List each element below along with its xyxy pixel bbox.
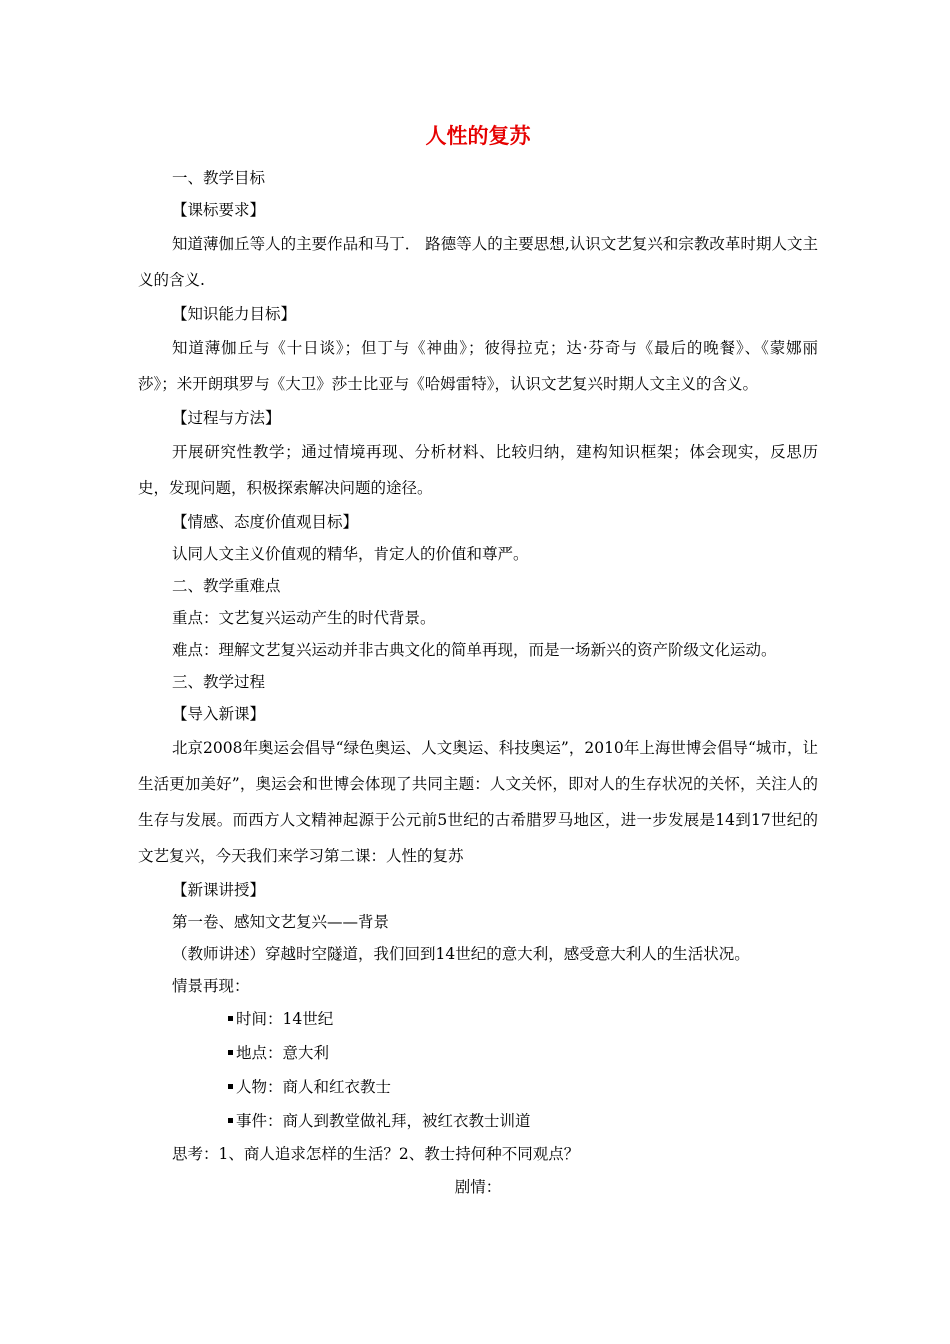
paragraph-plot: 剧情： [454, 1178, 502, 1196]
subheading-process: 【过程与方法】 [172, 409, 281, 427]
paragraph-knowledge: 知道薄伽丘与《十日谈》；但丁与《神曲》；彼得拉克；达·芬奇与《最后的晚餐》、《蒙娜丽莎》；米开朗琪罗与《大卫》莎士比亚与《哈姆雷特》，认识文艺复兴时期人文主义的含义。 [138, 339, 818, 393]
section-heading-process: 三、教学过程 [172, 673, 266, 691]
document-title: 人性的复苏 [425, 123, 531, 148]
paragraph-difficult-point: 难点：理解文艺复兴运动并非古典文化的简单再现，而是一场新兴的资产阶级文化运动。 [172, 641, 777, 659]
paragraph-introduction: 北京2008年奥运会倡导“绿色奥运、人文奥运、科技奥运”，2010年上海世博会倡导“城市，让生活更加美好”，奥运会和世博会体现了共同主题：人文关怀，即对人的生存状况的关怀，关注人的生存与发展。而西方人文精神起源于公元前5世纪的古希腊罗马地区，进一步发展是14到17世纪的文艺复兴，今天我们来学习第二课：人性的复苏 [138, 739, 818, 865]
subheading-knowledge: 【知识能力目标】 [172, 305, 297, 323]
paragraph-volume-one: 第一卷、感知文艺复兴——背景 [172, 913, 390, 931]
paragraph-process: 开展研究性教学；通过情境再现、分析材料、比较归纳，建构知识框架；体会现实，反思历史，发现问题，积极探索解决问题的途径。 [138, 443, 818, 497]
list-item-label: 人物：商人和红衣教士 [236, 1078, 392, 1096]
section-heading-key-points: 二、教学重难点 [172, 577, 281, 595]
paragraph-attitude: 认同人文主义价值观的精华，肯定人的价值和尊严。 [172, 545, 529, 563]
square-bullet-icon [228, 1118, 233, 1123]
paragraph-scene: 情景再现： [172, 977, 250, 995]
section-heading-objectives: 一、教学目标 [172, 169, 266, 187]
square-bullet-icon [228, 1016, 233, 1021]
subheading-curriculum: 【课标要求】 [172, 201, 266, 219]
square-bullet-icon [228, 1084, 233, 1089]
paragraph-think: 思考：1、商人追求怎样的生活？2、教士持何种不同观点？ [172, 1145, 580, 1163]
list-item-people [138, 1070, 818, 1104]
list-item-label: 时间：14世纪 [236, 1010, 334, 1028]
square-bullet-icon [228, 1050, 233, 1055]
paragraph-key-point: 重点：文艺复兴运动产生的时代背景。 [172, 609, 436, 627]
paragraph-teacher-narration: （教师讲述）穿越时空隧道，我们回到14世纪的意大利，感受意大利人的生活状况。 [172, 945, 750, 963]
list-item-place [138, 1036, 818, 1070]
list-item-time [138, 1002, 818, 1036]
paragraph-curriculum: 知道薄伽丘等人的主要作品和马丁． 路德等人的主要思想,认识文艺复兴和宗教改革时期人文主义的含义. [138, 235, 818, 289]
subheading-introduction: 【导入新课】 [172, 705, 266, 723]
list-item-label: 事件：商人到教堂做礼拜，被红衣教士训道 [236, 1112, 531, 1130]
subheading-new-lesson: 【新课讲授】 [172, 881, 266, 899]
list-item-label: 地点：意大利 [236, 1044, 330, 1062]
document-page [138, 118, 818, 1204]
subheading-attitude: 【情感、态度价值观目标】 [172, 513, 359, 531]
list-item-event [138, 1104, 818, 1138]
